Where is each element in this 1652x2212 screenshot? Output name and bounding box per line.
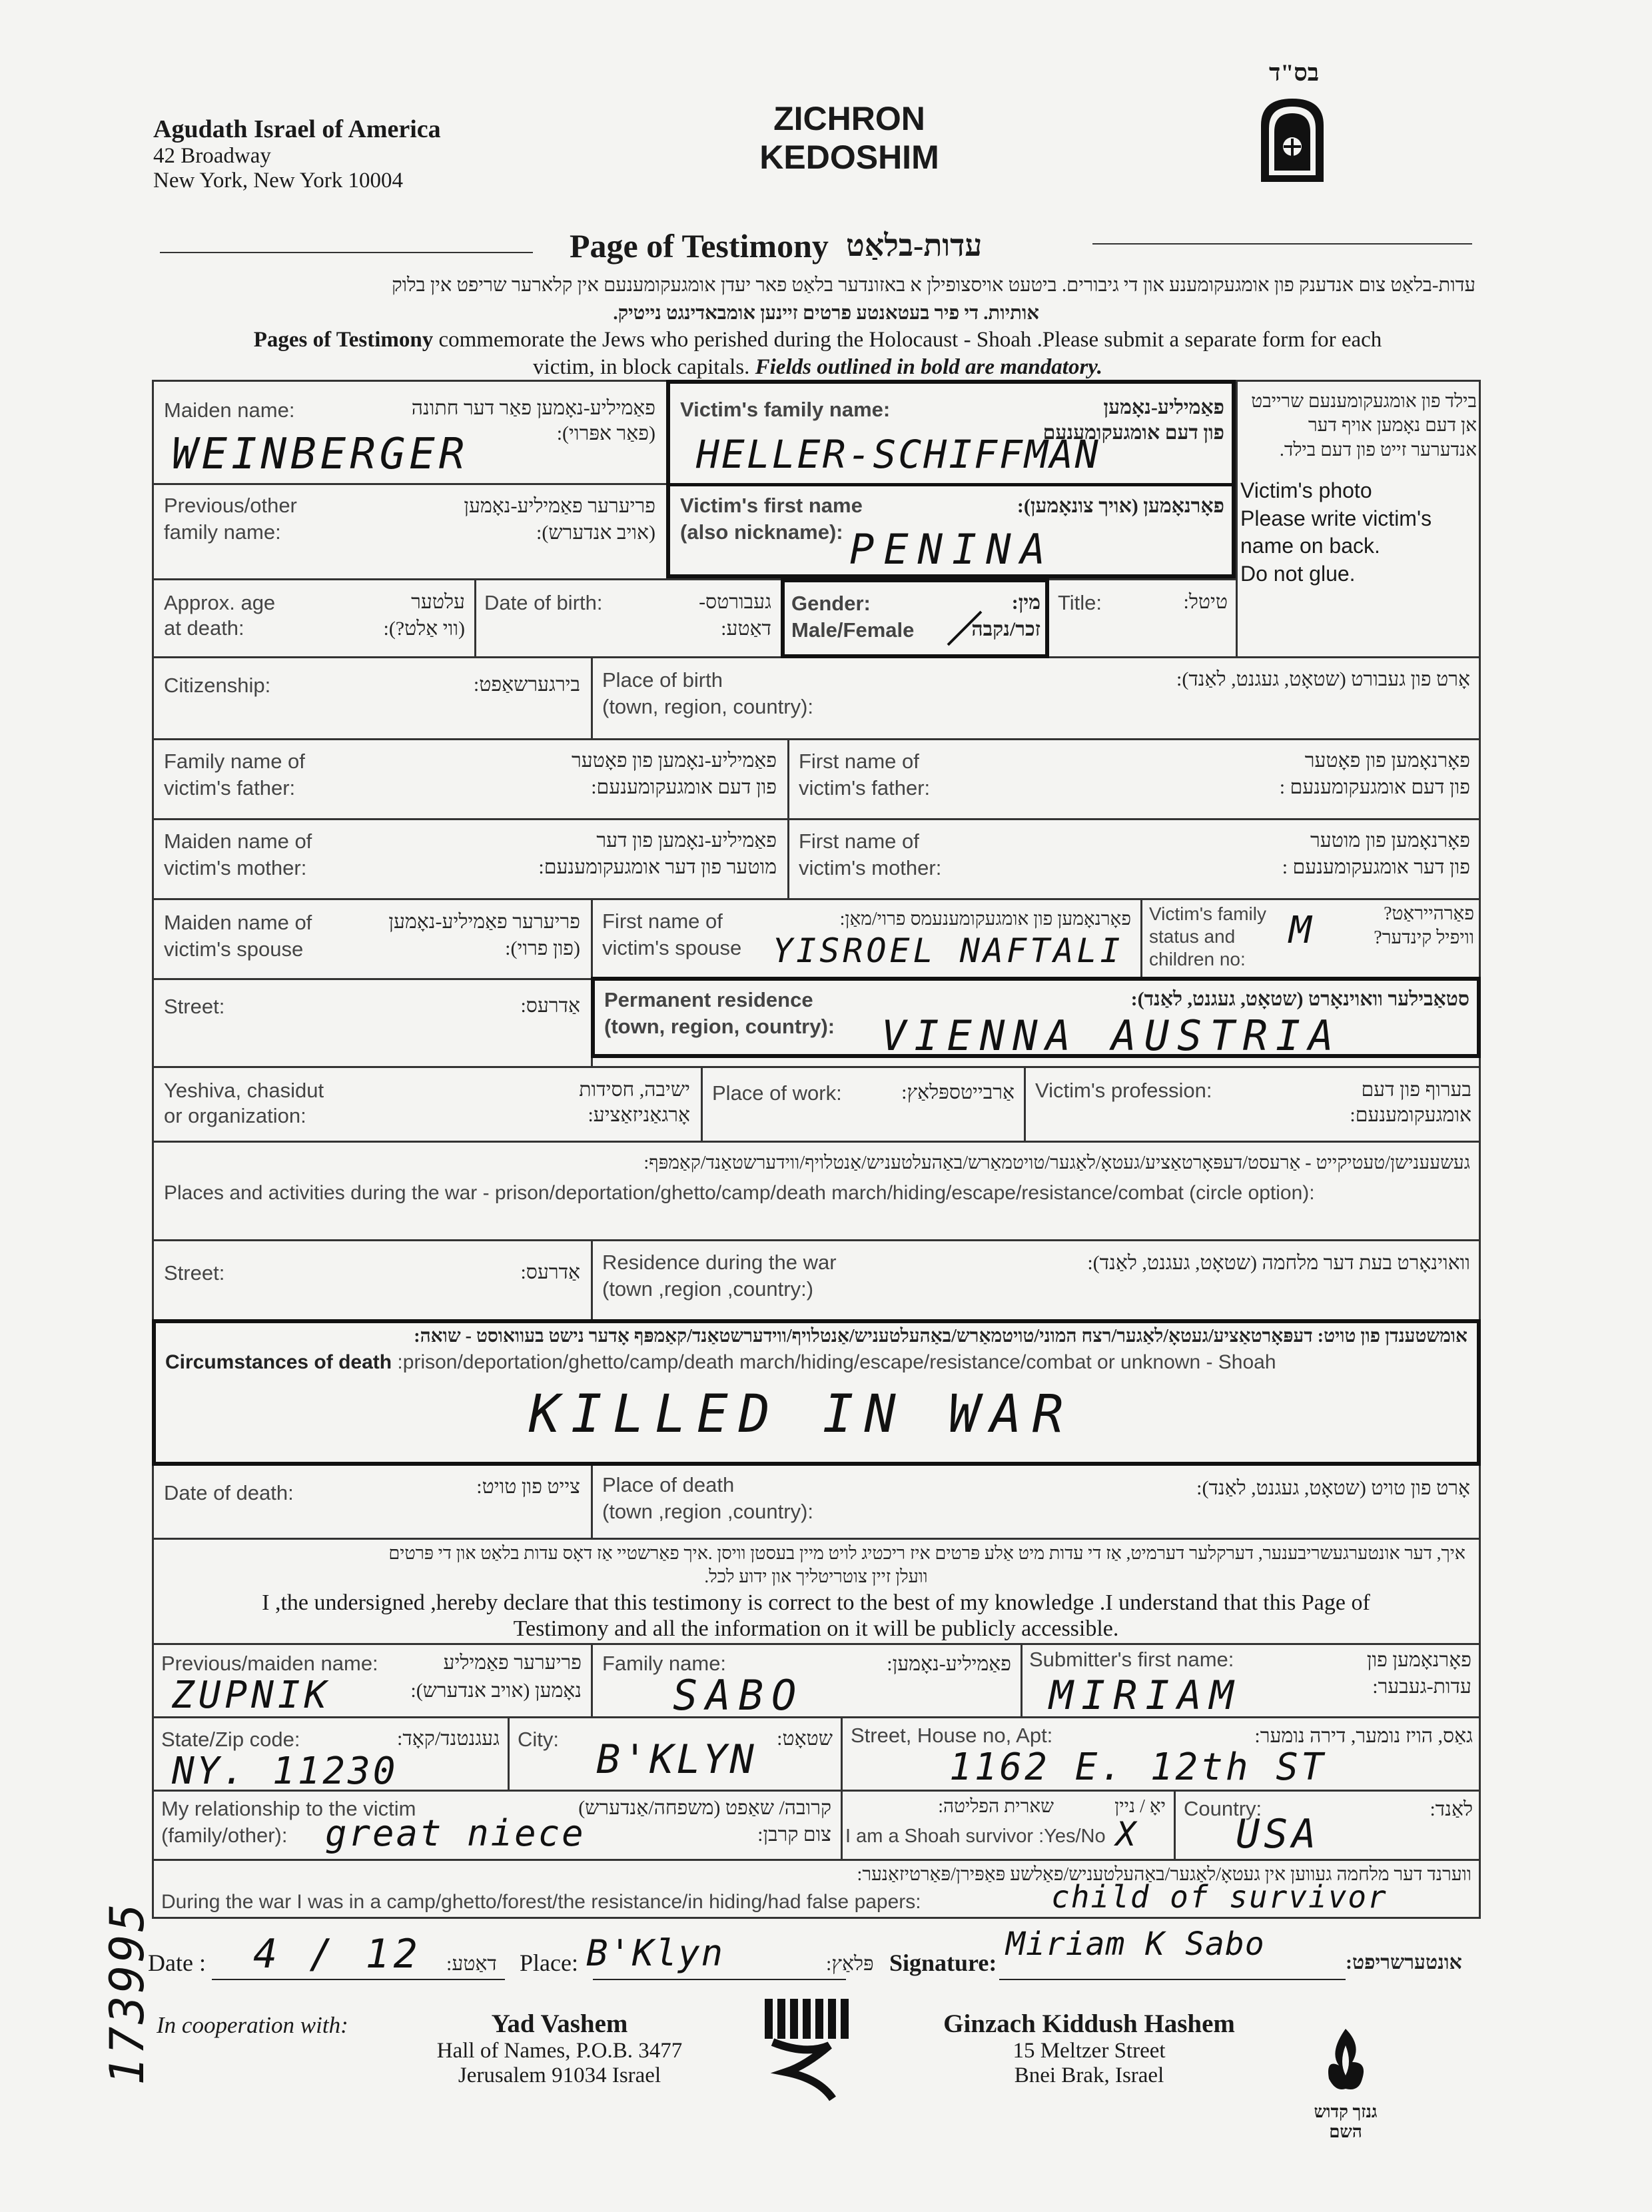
submitter-previous-name-field[interactable]	[152, 1644, 591, 1716]
photo-instr-line4: Do not glue.	[1240, 561, 1356, 586]
place-value[interactable]: B'Klyn	[586, 1932, 725, 1974]
submitter-first-name-field[interactable]	[1023, 1644, 1481, 1719]
death-circumstances-label	[165, 1350, 1276, 1375]
place-label: Place:	[520, 1949, 578, 1976]
page-title-hebrew: עדות-בלאַט	[846, 229, 983, 263]
victim-first-name-value[interactable]: PENINA	[849, 525, 1054, 574]
place-of-death-field[interactable]	[593, 1467, 1481, 1538]
declaration-hebrew-2: וועלן זיין צוטריטליך און ידוע לכל.	[704, 1566, 928, 1587]
father-family-label-2: victim's father:	[164, 776, 296, 800]
age-label: Approx. age	[164, 591, 276, 614]
yeshiva-field[interactable]	[152, 1067, 701, 1141]
program-title	[719, 100, 979, 177]
father-first-name-field[interactable]	[789, 740, 1481, 818]
victim-family-name-label-hebrew: פאַמיליע-נאָמען	[1103, 396, 1224, 418]
place-of-death-label-2: (town ,region ,country):	[602, 1500, 814, 1523]
submitter-family-value[interactable]: SABO	[673, 1671, 805, 1720]
submitter-prev-name-label-hebrew-2: נאָמען (אויב אנדערש):	[410, 1680, 582, 1702]
submitter-zip-label-hebrew: געגנטנד/קאָד:	[397, 1728, 500, 1750]
title-field[interactable]	[1051, 580, 1236, 656]
father-family-label-hebrew-2: פון דעם אומגעקומענעם:	[591, 776, 777, 798]
side-record-number: 173995	[100, 1901, 155, 2085]
street-label: Street:	[164, 995, 225, 1018]
submitter-family-label: Family name:	[602, 1652, 727, 1675]
spouse-first-name-field[interactable]	[593, 899, 1140, 978]
photo-instructions-hebrew: בילד פון אומגעקומענעם שרייבט אן דעם נאָמען אויף דער אנדערער זייט פון דעם בילד.	[1251, 391, 1477, 460]
father-family-name-field[interactable]	[152, 740, 787, 818]
place-of-death-label: Place of death	[602, 1473, 735, 1496]
intro-english-2: victim, in block capitals.	[533, 355, 755, 380]
submitter-street-label-hebrew: גאַס, הויז נומער, דירה נומער:	[1254, 1725, 1473, 1747]
war-activities-label-hebrew: געשעענישן/טעטיקייט - אַרעסט/דעפּאָרטאַציע/געטאָ/לאַגער/טויטמאַרש/באַהעלטעניש/אַנטלויף/ווידערשטאַנד/קאַמפּף:	[643, 1153, 1470, 1173]
maiden-name-label-hebrew-2: (פאַר אפּרוי):	[556, 422, 655, 444]
submitter-city-label-hebrew: שטאָט:	[777, 1728, 833, 1750]
spouse-maiden-label-2: victim's spouse	[164, 937, 304, 961]
submitter-first-label: Submitter's first name:	[1029, 1648, 1234, 1671]
declaration-english-1: I ,the undersigned ,hereby declare that this testimony is correct to the best of my knowledge .I understand that this Page of	[262, 1590, 1370, 1616]
work-label-hebrew: אַרבייטספּלאַץ:	[901, 1081, 1015, 1103]
spouse-first-label-2: victim's spouse	[602, 936, 742, 959]
gender-options: Male/Female	[791, 618, 915, 642]
death-circumstances-field[interactable]	[156, 1323, 1477, 1462]
mother-maiden-label-hebrew-2: מוטער פון דער אומגעקומענעם:	[538, 856, 777, 878]
spouse-first-name-value[interactable]: YISROEL NAFTALI	[773, 931, 1124, 970]
age-at-death-field[interactable]	[152, 580, 474, 656]
relationship-value[interactable]: great niece	[325, 1812, 586, 1854]
war-street-label-hebrew: אַדרעס:	[520, 1261, 580, 1283]
family-status-field[interactable]	[1142, 899, 1481, 978]
war-residence-label: Residence during the war	[602, 1251, 837, 1274]
victim-family-name-field[interactable]	[669, 385, 1232, 482]
family-status-label-hebrew-2: וויפיל קינדער?	[1374, 927, 1474, 948]
father-first-label-hebrew-2: פון דעם אומגעקומענעם :	[1279, 776, 1470, 798]
death-circumstances-options: :prison/deportation/ghetto/camp/death march/hiding/escape/resistance/combat or unknown - Shoah	[392, 1351, 1276, 1373]
father-first-label: First name of	[799, 750, 919, 773]
spouse-maiden-label-hebrew-2: (פון פרוי):	[505, 937, 580, 959]
place-of-work-field[interactable]	[703, 1067, 1024, 1141]
war-street-field[interactable]	[152, 1241, 591, 1319]
title-label: Title:	[1058, 591, 1102, 614]
work-label: Place of work:	[712, 1081, 842, 1105]
spouse-first-label-hebrew: פאָרנאָמען פון אומגעקומענעמס פרוי/מאַן:	[839, 909, 1131, 929]
citizenship-label: Citizenship:	[164, 674, 271, 697]
birthplace-label-hebrew: אָרט פון געבורט (שטאָט, געגנט, לאַנד):	[1176, 668, 1470, 690]
gender-label: Gender:	[791, 592, 871, 615]
submitter-city-value[interactable]: B'KLYN	[596, 1736, 757, 1783]
mother-maiden-label-hebrew: פאַמיליע-נאָמען פון דער	[596, 830, 777, 851]
father-family-label-hebrew: פאַמיליע-נאָמען פון פאָטער	[572, 750, 777, 772]
mother-first-label-hebrew-2: פון דער אומגעקומענעם :	[1282, 856, 1470, 878]
intro-english	[160, 326, 1475, 382]
yad-vashem-line2: Jerusalem 91034 Israel	[458, 2063, 661, 2087]
relationship-label: My relationship to the victim	[161, 1797, 416, 1820]
mother-maiden-label: Maiden name of	[164, 830, 312, 853]
maiden-name-field[interactable]	[152, 383, 666, 483]
father-first-label-2: victim's father:	[799, 776, 931, 800]
citizenship-label-hebrew: בירגערשאַפט:	[473, 674, 580, 696]
mother-maiden-name-field[interactable]	[152, 820, 787, 898]
yad-vashem-address	[413, 2009, 706, 2088]
war-activities-label: Places and activities during the war - prison/deportation/ghetto/camp/death march/hiding/escape/resistance/combat (circle option):	[164, 1182, 1315, 1204]
cooperation-label: In cooperation with:	[157, 2012, 348, 2038]
victim-first-name-label-2: (also nickname):	[680, 520, 843, 544]
dob-label: Date of birth:	[484, 591, 603, 614]
mother-first-name-field[interactable]	[789, 820, 1481, 898]
yeshiva-label-hebrew-2: אָרגאַניזאַציע:	[588, 1104, 690, 1126]
profession-label-hebrew: בערוף פון דעם	[1361, 1079, 1471, 1101]
victim-family-name-label-hebrew-2: פון דעם אומגעקומענעם	[1042, 422, 1224, 444]
victim-first-name-label-hebrew: פאָרנאָמען (אויך צונאָמען):	[1017, 495, 1224, 517]
intro-hebrew-1: עדות-בלאַט צום אנדענק פון אומגעקומענע און די גיבורים. ביטעט אויסצופילן א באזונדער בלאַט פאר יעדן אומגעקומענעם אין קלארער שריפט אין בלוק	[392, 275, 1475, 296]
death-circumstances-label-hebrew: אומשטענדן פון טויט: דעפּאָרטאַציע/געטאָ/לאַגער/רצח המוני/טויטמאַרש/באַהעלטעניש/אַנטלויף/ווידערשטאַנד/קאַמפּף אָדער נישט בעוואוסט - שואה:	[414, 1326, 1467, 1347]
submitter-zip-field[interactable]	[152, 1718, 508, 1793]
intro-hebrew-2: אותיות. די פיר בעטאנטע פרטים זיינען אומבאדינגט נייטיק.	[613, 302, 1039, 324]
dob-label-hebrew: געבורטס-	[699, 591, 771, 613]
war-residence-field[interactable]	[593, 1241, 1481, 1319]
place-of-death-label-hebrew: אָרט פון טויט (שטאָט, געגנט, לאַנד):	[1196, 1477, 1470, 1499]
submitter-city-label: City:	[518, 1728, 559, 1751]
submitter-war-place-value[interactable]: child of survivor	[1051, 1879, 1388, 1915]
submitter-relationship-field[interactable]	[152, 1791, 841, 1859]
gender-label-hebrew: מין:	[1011, 592, 1040, 614]
war-activities-field[interactable]	[152, 1142, 1481, 1239]
previous-name-label-hebrew: פריערער פאַמיליע-נאָמען	[464, 495, 655, 517]
intro-english-bold: Pages of Testimony	[253, 328, 434, 352]
date-of-death-label-hebrew: צייט פון טויט:	[476, 1476, 580, 1498]
org-address-2: New York, New York 10004	[153, 169, 403, 193]
submitter-first-label-hebrew-2: עדות-געבער:	[1372, 1676, 1471, 1698]
family-status-value[interactable]: M	[1289, 909, 1316, 952]
victim-family-name-label: Victim's family name:	[680, 398, 891, 421]
org-name: Agudath Israel of America	[153, 115, 441, 143]
photo-instr-line3: name on back.	[1240, 534, 1380, 558]
relationship-label-hebrew-2: צום קרבן:	[757, 1824, 831, 1846]
photo-instr-line1: Victim's photo	[1240, 478, 1372, 503]
mother-maiden-label-2: victim's mother:	[164, 856, 307, 879]
profession-label-hebrew-2: אומגעקומענעם:	[1350, 1104, 1471, 1126]
death-circumstances-label-bold: Circumstances of death	[165, 1351, 392, 1373]
death-circumstances-value[interactable]: KILLED IN WAR	[529, 1384, 1074, 1444]
yeshiva-label-2: or organization:	[164, 1104, 306, 1127]
declaration-english-2: Testimony and all the information on it will be publicly accessible.	[513, 1616, 1119, 1642]
permanent-residence-field[interactable]	[595, 981, 1477, 1060]
residence-label-2: (town, region, country):	[604, 1015, 835, 1038]
page-title: Page of Testimony	[570, 227, 829, 265]
program-title-line1: ZICHRON	[773, 100, 925, 137]
street-label-hebrew: אַדרעס:	[520, 995, 580, 1017]
maiden-name-value[interactable]: WEINBERGER	[172, 430, 469, 479]
org-address-1: 42 Broadway	[153, 144, 271, 168]
victim-first-name-field[interactable]	[669, 486, 1232, 576]
age-label-hebrew: עלטער	[411, 591, 465, 613]
previous-name-label-2: family name:	[164, 520, 281, 544]
family-status-label-3: children no:	[1149, 949, 1246, 969]
submitter-family-name-field[interactable]	[593, 1644, 1021, 1720]
war-street-label: Street:	[164, 1261, 225, 1285]
date-value[interactable]: 4 / 12	[253, 1931, 422, 1977]
citizenship-field[interactable]	[152, 658, 591, 738]
submitter-zip-label: State/Zip code:	[161, 1728, 300, 1751]
submitter-war-place-field[interactable]	[152, 1860, 1481, 1919]
father-first-label-hebrew: פאָרנאָמען פון פאָטער	[1304, 750, 1470, 772]
date-label-hebrew: דאַטע:	[446, 1953, 497, 1975]
residence-label: Permanent residence	[604, 988, 813, 1011]
org-block	[153, 115, 441, 193]
ginzach-logo-icon	[1309, 2025, 1382, 2142]
date-of-death-label: Date of death:	[164, 1481, 294, 1504]
bsd-mark: בס"ד	[1269, 59, 1320, 86]
survivor-options-hebrew: יאָ / ניין	[1114, 1796, 1166, 1817]
spouse-maiden-label-hebrew: פריערער פאַמיליע-נאָמען	[388, 911, 580, 933]
residence-label-hebrew: סטאַבילער וואוינאָרט (שטאָט, געגנט, לאַנד):	[1130, 988, 1469, 1010]
yeshiva-label: Yeshiva, chasidut	[164, 1079, 324, 1102]
mother-first-label-hebrew: פאָרנאָמען פון מוטער	[1310, 830, 1470, 851]
age-label-hebrew-2: (ווי אַלט?):	[383, 618, 465, 640]
intro-mandatory-note: Fields outlined in bold are mandatory.	[755, 355, 1102, 380]
age-label-2: at death:	[164, 616, 244, 640]
title-label-hebrew: טיטל:	[1183, 591, 1228, 613]
survivor-label: I am a Shoah survivor :Yes/No	[845, 1826, 1106, 1847]
family-status-label-2: status and	[1149, 926, 1236, 947]
previous-name-label-hebrew-2: (אויב אנדערש):	[536, 522, 655, 544]
family-status-label: Victim's family	[1149, 903, 1266, 924]
yad-vashem-logo-icon	[759, 1992, 853, 2109]
submitter-street-label: Street, House no, Apt:	[851, 1724, 1053, 1747]
war-residence-label-2: (town ,region ,country:)	[602, 1277, 814, 1301]
relationship-label-hebrew: קרובה/ שאַפט (משפחה/אַנדערש)	[578, 1797, 831, 1819]
submitter-prev-name-value[interactable]: ZUPNIK	[172, 1674, 331, 1717]
spouse-maiden-label: Maiden name of	[164, 911, 312, 934]
victim-first-name-label: Victim's first name	[680, 494, 863, 517]
photo-instructions-english	[1240, 477, 1477, 588]
spouse-first-label: First name of	[602, 909, 723, 933]
submitter-prev-name-label-hebrew: פריערער פאַמיליע	[443, 1652, 582, 1674]
place-of-birth-field[interactable]	[593, 658, 1481, 738]
profession-label: Victim's profession:	[1035, 1079, 1212, 1102]
maiden-name-label: Maiden name:	[164, 398, 295, 422]
submitter-prev-name-label: Previous/maiden name:	[161, 1652, 378, 1675]
ginzach-name: Ginzach Kiddush Hashem	[943, 2009, 1235, 2038]
maiden-name-label-hebrew: פאַמיליע-נאָמען פאַר דער חתונה	[411, 397, 655, 419]
gender-options-hebrew: זכר/נקבה	[971, 618, 1040, 640]
dob-label-hebrew-2: דאַטע:	[721, 618, 771, 640]
signature-label-hebrew: אונטערשריפט:	[1346, 1951, 1462, 1973]
yad-vashem-name: Yad Vashem	[491, 2009, 628, 2038]
street-field[interactable]	[152, 979, 591, 1066]
victim-family-name-value[interactable]: HELLER-SCHIFFMAN	[696, 432, 1100, 477]
permanent-residence-value[interactable]: VIENNA AUSTRIA	[881, 1011, 1342, 1060]
program-title-line2: KEDOSHIM	[759, 138, 939, 176]
date-label: Date :	[148, 1949, 206, 1976]
submitter-street-field[interactable]	[843, 1718, 1481, 1790]
declaration	[167, 1542, 1465, 1642]
ginzach-address	[926, 2009, 1252, 2088]
photo-instructions	[1240, 390, 1477, 588]
submitter-city-field[interactable]	[510, 1718, 841, 1790]
signature-value[interactable]: Miriam K Sabo	[1006, 1926, 1265, 1963]
submitter-war-place-label: During the war I was in a camp/ghetto/forest/the resistance/in hiding/had false papers:	[161, 1891, 921, 1913]
birthplace-label: Place of birth	[602, 668, 723, 692]
relationship-label-2: (family/other):	[161, 1824, 288, 1847]
war-residence-label-hebrew: וואוינאָרט בעת דער מלחמה (שטאָט, געגנט, לאַנד):	[1087, 1252, 1470, 1274]
father-family-label: Family name of	[164, 750, 305, 773]
ginzach-line2: Bnei Brak, Israel	[1014, 2063, 1164, 2087]
submitter-first-label-hebrew: פאָרנאָמען פון	[1366, 1649, 1471, 1671]
mother-first-label-2: victim's mother:	[799, 856, 942, 879]
spouse-maiden-name-field[interactable]	[152, 899, 591, 978]
mother-first-label: First name of	[799, 830, 919, 853]
country-label: Country:	[1184, 1797, 1262, 1820]
survivor-field[interactable]	[843, 1791, 1174, 1859]
gender-field[interactable]	[785, 582, 1046, 655]
yad-vashem-line1: Hall of Names, P.O.B. 3477	[436, 2039, 683, 2063]
photo-instr-line2: Please write victim's	[1240, 506, 1432, 530]
gender-strike-mark	[945, 608, 985, 648]
yeshiva-label-hebrew: ישיבה, חסידות	[579, 1079, 690, 1101]
family-status-label-hebrew: פאַרהייראַט?	[1384, 903, 1474, 924]
declaration-hebrew-1: איך, דער אונטערגעשריבענער, דערקלער דערמיט, אַז די עדות מיט אַלע פּרטים איז ריכטיג לויט מיין בעסטן וויסן .איך פאַרשטיי אַז דאָס עדות בלאַט און די פּרטים	[388, 1543, 1465, 1563]
date-of-death-field[interactable]	[152, 1467, 591, 1538]
declaration-english	[167, 1590, 1465, 1642]
tablets-logo-icon	[1256, 92, 1329, 189]
submitter-zip-value[interactable]: NY. 11230	[172, 1750, 398, 1793]
survivor-mark[interactable]: X	[1116, 1815, 1140, 1854]
place-label-hebrew: פּלאַץ:	[826, 1953, 874, 1975]
date-of-birth-field[interactable]	[476, 580, 781, 656]
ginzach-line1: 15 Meltzer Street	[1013, 2039, 1166, 2063]
ginzach-logo-text: גנזך קדוש השם	[1314, 2102, 1378, 2141]
profession-field[interactable]	[1026, 1067, 1481, 1141]
submitter-family-label-hebrew: פאַמיליע-נאָמען:	[887, 1653, 1011, 1675]
submitter-war-place-label-hebrew: ווערנד דער מלחמה געווען אין געטאָ/לאַגער/באַהעלטעניש/פאַלשע פּאַפּירן/פּאַרטיזאַנער:	[857, 1864, 1471, 1885]
birthplace-label-2: (town, region, country):	[602, 695, 814, 718]
submitter-street-value[interactable]: 1162 E. 12th ST	[949, 1746, 1326, 1789]
survivor-label-hebrew: שארית הפליטה:	[938, 1796, 1054, 1817]
previous-name-label: Previous/other	[164, 494, 297, 517]
country-value[interactable]: USA	[1236, 1811, 1320, 1858]
submitter-first-value[interactable]: MIRIAM	[1049, 1672, 1242, 1719]
country-label-hebrew: לאַנד:	[1430, 1798, 1473, 1820]
signature-label: Signature:	[889, 1949, 997, 1976]
submitter-country-field[interactable]	[1176, 1791, 1481, 1859]
previous-name-field[interactable]	[152, 485, 666, 578]
intro-english-rest: commemorate the Jews who perished during the Holocaust - Shoah .Please submit a separate form for each	[433, 328, 1382, 352]
